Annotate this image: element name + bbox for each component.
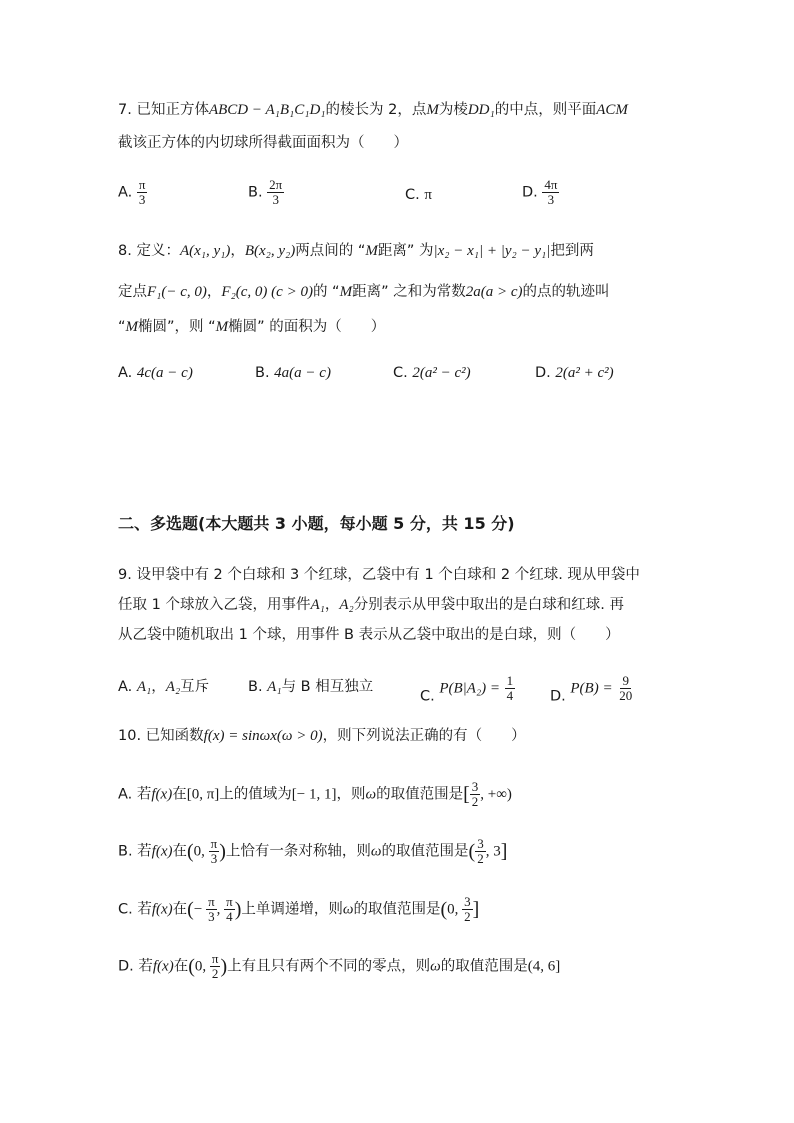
q10-text: 在 — [172, 786, 187, 803]
option-label: A. — [118, 679, 133, 695]
option-label: C. — [393, 365, 408, 381]
option-value: π — [424, 187, 432, 203]
q8-text: 距离” 之和为常数 — [352, 284, 466, 300]
frac-num: π — [138, 177, 146, 192]
q8-text: 定点 — [118, 284, 147, 300]
q9-event-a1: A₁ — [267, 679, 282, 695]
q8-option-a[interactable] — [118, 362, 193, 384]
q7-cube: ABCD − A₁B₁C₁D₁ — [208, 102, 326, 118]
q7-text: 的棱长为 2，点 — [325, 102, 427, 118]
q9-line2: 任取 1 个球放入乙袋，用事件A₁，A₂分别表示从甲袋中取出的是白球和红球. 再 — [118, 597, 624, 613]
option-label: A. 若 — [118, 786, 152, 803]
frac-den: 4 — [226, 909, 233, 924]
option-value: P(B|A₂) = — [439, 680, 501, 697]
q8-option-d[interactable] — [535, 362, 614, 384]
q10-answer: (4, 6] — [527, 958, 561, 975]
q8-text: 两点间的 “ — [295, 243, 366, 259]
q7-option-d[interactable] — [522, 178, 559, 207]
option-value: 互斥 — [180, 679, 210, 695]
q7-text: 的中点，则平面 — [494, 102, 597, 118]
fraction — [470, 780, 481, 809]
option-label: D. — [550, 688, 566, 705]
q10-omega: ω — [342, 901, 354, 918]
q8-option-c[interactable] — [393, 362, 471, 384]
q10-fx: f(x) — [151, 901, 173, 918]
fraction — [267, 178, 284, 207]
frac-num: π — [208, 894, 215, 909]
fraction — [475, 837, 486, 866]
q7-line1 — [118, 99, 628, 121]
q10-stem — [118, 725, 526, 747]
q10-text: 上恰有一条对称轴，则 — [225, 843, 371, 860]
q8-point-a: A(x₁, y₁) — [179, 243, 231, 259]
q8-focus-2: F₂(c, 0) (c > 0) — [221, 284, 313, 300]
fraction — [210, 952, 221, 981]
q9-text: 分别表示从甲袋中取出的是白球和红球. 再 — [353, 597, 624, 613]
q9-event-a1: A₁ — [310, 597, 325, 613]
frac-den: 2 — [471, 794, 479, 809]
option-value: 2(a² − c²) — [412, 365, 471, 381]
q7-edge: DD₁ — [467, 102, 495, 118]
q9-event-a2: A₂ — [339, 597, 354, 613]
q10-text: 在 — [172, 843, 187, 860]
q8-text: 8. 定义： — [118, 243, 180, 259]
q9-text: 任取 1 个球放入乙袋，用事件 — [118, 597, 311, 613]
q8-text: 距离” 为 — [377, 243, 434, 259]
q9-option-b[interactable] — [248, 676, 373, 698]
frac-den: 4 — [506, 688, 514, 703]
q8-line3 — [118, 316, 385, 338]
option-value: 4a(a − c) — [274, 365, 331, 381]
q9-option-d[interactable] — [550, 674, 634, 708]
q10-text: 在 — [172, 901, 188, 918]
q8-point-b: B(x₂, y₂) — [244, 243, 296, 259]
q8-line1: 8. 定义：A(x₁, y₁)，B(x₂, y₂)两点间的 “M距离” 为|x₂ − x₁| + |y₂ − y₁|把到两 — [118, 243, 594, 259]
q10-text: 的取值范围是 — [440, 958, 528, 975]
option-label: B. — [255, 365, 270, 381]
q7-text: 为棱 — [438, 102, 468, 118]
q10-fx: f(x) — [151, 786, 173, 803]
q8-option-b[interactable] — [255, 362, 331, 384]
option-label: D. 若 — [118, 958, 153, 975]
fraction — [462, 895, 473, 924]
q9-line3: 从乙袋中随机取出 1 个球，用事件 B 表示从乙袋中取出的是白球，则（ ） — [118, 627, 620, 643]
q8-m: M — [125, 319, 139, 335]
q8-focus-1: F₁(− c, 0) — [147, 284, 207, 300]
fraction — [137, 178, 148, 207]
option-label: A. — [118, 365, 133, 381]
option-label: B. — [248, 679, 263, 695]
q9-line1: 9. 设甲袋中有 2 个白球和 3 个红球，乙袋中有 1 个白球和 2 个红球. 现从甲袋中 — [118, 567, 640, 583]
frac-num: π — [211, 951, 219, 966]
q8-text: 椭圆” 的面积为（ ） — [228, 319, 386, 335]
q8-m: M — [365, 243, 378, 259]
frac-den: 3 — [547, 192, 555, 207]
q7-option-c[interactable] — [405, 184, 432, 206]
fraction — [542, 178, 559, 207]
q8-text: 椭圆”，则 “ — [138, 319, 216, 335]
q10-text: 的取值范围是 — [376, 786, 464, 803]
frac-den: 2 — [211, 966, 219, 981]
frac-num: 3 — [471, 779, 479, 794]
frac-num: 9 — [622, 673, 629, 688]
option-value: 2(a² + c²) — [555, 365, 614, 381]
frac-num: π — [210, 836, 218, 851]
option-label: D. — [535, 365, 551, 381]
section-heading: 二、多选题(本大题共 3 小题，每小题 5 分，共 15 分) — [118, 514, 515, 533]
option-value: 4c(a − c) — [136, 365, 193, 381]
q10-text: 上有且只有两个不同的零点，则 — [227, 958, 431, 975]
q10-option-a[interactable]: A. 若f(x)在[0, π]上的值域为[− 1, 1]，则ω的取值范围是[ $\frac{3}{2}$ , +∞) — [118, 779, 512, 809]
q8-constant: 2a(a > c) — [465, 284, 523, 300]
option-value: 与 B 相互独立 — [281, 679, 374, 695]
frac-den: 20 — [619, 688, 633, 703]
q7-plane: ACM — [596, 102, 628, 118]
q7-point-m: M — [426, 102, 439, 118]
q10-option-d[interactable]: D. 若f(x)在(0, $\frac{\pi}{2}$ )上有且只有两个不同的零点，则ω的取值范围是(4, 6] — [118, 951, 561, 981]
frac-num: 3 — [464, 894, 471, 909]
q8-text: 的 “ — [312, 284, 340, 300]
frac-den: 3 — [138, 192, 146, 207]
frac-num: 1 — [506, 673, 514, 688]
fraction — [224, 895, 235, 924]
q10-text: 的取值范围是 — [353, 901, 441, 918]
option-value: P(B) = — [570, 680, 613, 697]
frac-den: 3 — [272, 192, 279, 207]
q10-option-c[interactable]: C. 若f(x)在(− $\frac{\pi}{3}$ , $\frac{\pi}{4}$ )上单调递增，则ω的取值范围是(0, $\frac{3}{2}$ ] — [118, 894, 480, 924]
q10-omega: ω — [365, 786, 377, 803]
q7-option-a[interactable] — [118, 178, 147, 207]
q10-interval: [0, π] — [186, 786, 220, 803]
q10-text: 上的值域为 — [219, 786, 292, 803]
fraction — [209, 837, 220, 866]
q10-text: 的取值范围是 — [381, 843, 469, 860]
fraction — [617, 674, 634, 703]
q10-omega: ω — [430, 958, 441, 975]
frac-den: 2 — [477, 851, 484, 866]
option-label: C. 若 — [118, 901, 152, 918]
q9-option-a[interactable]: A. A₁，A₂互斥 — [118, 679, 210, 695]
q10-text: 在 — [173, 958, 189, 975]
q10-text: 上单调递增，则 — [241, 901, 343, 918]
q9-event-a2: A₂ — [165, 679, 181, 695]
q8-line2: 定点F₁(− c, 0)，F₂(c, 0) (c > 0)的 “M距离” 之和为常数2a(a > c)的点的轨迹叫 — [118, 284, 610, 300]
q8-m: M — [215, 319, 229, 335]
frac-den: 2 — [464, 909, 471, 924]
frac-num: 3 — [477, 836, 484, 851]
q10-text: 10. 已知函数 — [118, 728, 204, 744]
q8-text: 把到两 — [550, 243, 594, 259]
option-label: D. — [522, 184, 538, 201]
frac-num: 4π — [544, 177, 558, 192]
q10-function: f(x) = sinωx(ω > 0) — [203, 728, 323, 744]
q9-option-c[interactable] — [420, 674, 515, 708]
q9-event-a1: A₁ — [136, 679, 152, 695]
frac-num: π — [226, 894, 233, 909]
frac-den: 3 — [210, 851, 218, 866]
q10-fx: f(x) — [152, 958, 174, 975]
q10-answer: , +∞) — [480, 786, 512, 803]
q8-distance: |x₂ − x₁| + |y₂ − y₁| — [433, 243, 551, 259]
fraction — [206, 895, 217, 924]
q7-text: 7. 已知正方体 — [118, 102, 209, 118]
q7-line2: 截该正方体的内切球所得截面面积为（ ） — [118, 135, 408, 151]
option-label: C. — [405, 187, 420, 203]
q10-text: ，则下列说法正确的有（ ） — [322, 728, 526, 744]
q8-text: 的点的轨迹叫 — [522, 284, 610, 300]
q8-m: M — [339, 284, 353, 300]
q10-range: [− 1, 1] — [291, 786, 337, 803]
option-label: A. — [118, 184, 133, 201]
q10-fx: f(x) — [151, 843, 173, 860]
option-label: B. 若 — [118, 843, 152, 860]
frac-num: 2π — [269, 177, 283, 192]
option-label: B. — [248, 184, 263, 201]
fraction — [505, 674, 516, 703]
q10-omega: ω — [370, 843, 382, 860]
option-label: C. — [420, 688, 435, 705]
q10-option-b[interactable]: B. 若f(x)在(0, $\frac{\pi}{3}$ )上恰有一条对称轴，则ω的取值范围是( $\frac{3}{2}$ , 3] — [118, 836, 508, 866]
frac-den: 3 — [208, 909, 215, 924]
q10-text: ，则 — [336, 786, 366, 803]
q8-text: “ — [118, 319, 126, 335]
q7-option-b[interactable] — [248, 178, 284, 207]
